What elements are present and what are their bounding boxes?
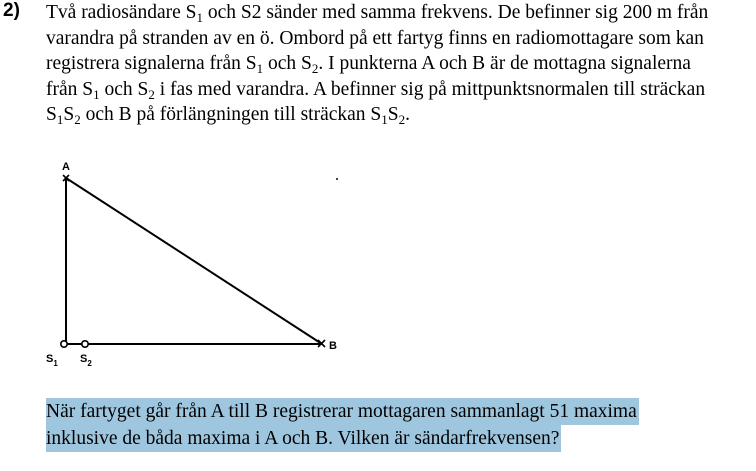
- source-s2-circle: [82, 341, 88, 347]
- problem-line-2: varandra på stranden av en ö. Ombord på ett fartyg finns en radiomottagare som kan: [46, 27, 704, 49]
- problem-line-4: från $S_1$ och $S_2$ i fas med varandra. A befinner sig på mittpunktsnormalen till sträckan: [46, 78, 706, 102]
- line-a-b: [66, 178, 322, 344]
- problem-line-1: Två radiosändare $S_1$ och S2 sänder med samma frekvens. De befinner sig 200 m från: [46, 2, 709, 25]
- label-s2: $S_2$: [80, 353, 92, 368]
- problem-number: 2): [3, 0, 20, 21]
- label-b: B: [329, 340, 337, 352]
- source-s1-circle: [61, 341, 67, 347]
- stray-dot: [336, 178, 338, 180]
- problem-line-5: $S_1S_2$ och B på förlängningen till sträckan $S_1S_2$.: [46, 104, 411, 127]
- label-s1: $S_1$: [46, 353, 58, 368]
- question-line-2: inklusive de båda maxima i A och B. Vilken är sändarfrekvensen?: [46, 425, 561, 452]
- label-a: A: [62, 161, 70, 173]
- question-line-1: När fartyget går från A till B registrerar mottagaren sammanlagt 51 maxima: [46, 398, 639, 425]
- problem-line-3: registrera signalerna från $S_1$ och $S_2$. I punkterna A och B är de mottagna signalerna: [46, 53, 691, 76]
- question-text: [46, 398, 639, 452]
